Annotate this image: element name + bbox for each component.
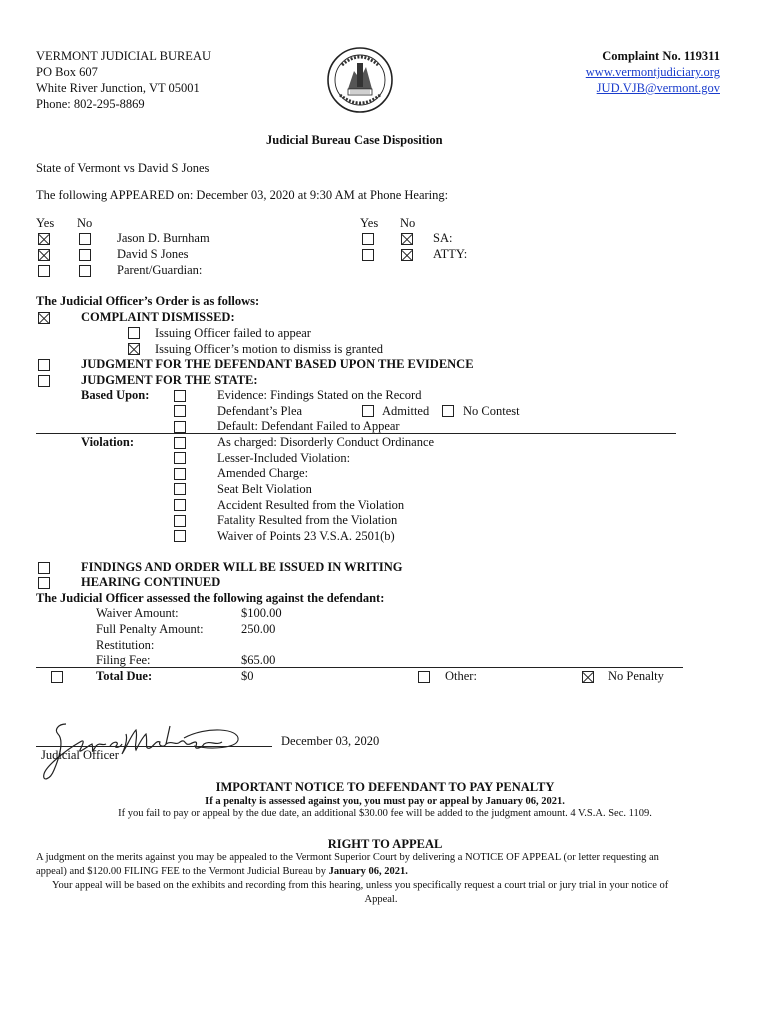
officer-title: Judicial Officer [41,748,119,762]
findings-checkbox[interactable] [38,562,50,574]
complaint-dismissed-checkbox[interactable] [38,312,50,324]
notice-line-1: If a penalty is assessed against you, you must pay or appeal by January 06, 2021. [205,796,565,807]
appearance-yes-checkbox[interactable] [38,233,50,245]
no-header: No [77,216,93,230]
no-contest-label: No Contest [463,404,520,418]
assessed-heading: The Judicial Officer assessed the following against the defendant: [36,591,385,605]
violation-option: Accident Resulted from the Violation [217,498,405,512]
violation-checkbox[interactable] [174,437,186,449]
appearance-name: Parent/Guardian: [117,263,203,277]
full-penalty-label: Full Penalty Amount: [96,622,204,636]
based-upon-label: Based Upon: [81,388,150,402]
case-caption: State of Vermont vs David S Jones [36,161,210,175]
appearance-no-checkbox[interactable] [401,249,413,261]
total-due-value: $0 [241,669,254,683]
no-penalty-label: No Penalty [608,669,664,683]
other-label: Other: [445,669,477,683]
plea-checkbox[interactable] [174,405,186,417]
violation-option: As charged: Disorderly Conduct Ordinance [217,435,435,449]
appeal-text-line: appeal) and $120.00 FILING FEE to the Vermont Judicial Bureau by January 06, 2021. [36,866,408,877]
appeal-text-line: A judgment on the merits against you may be appealed to the Vermont Superior Court by delivering a NOTICE OF APPEAL (or letter requesting an [36,852,659,863]
based-upon-option: Defendant’s Plea [217,404,303,418]
email-link[interactable]: JUD.VJB@vermont.gov [596,81,720,95]
based-upon-option: Evidence: Findings Stated on the Record [217,388,422,402]
violation-checkbox[interactable] [174,499,186,511]
bureau-city: White River Junction, VT 05001 [36,81,200,95]
appeared-line: The following APPEARED on: December 03, 2020 at 9:30 AM at Phone Hearing: [36,188,449,202]
officer-failed-checkbox[interactable] [128,327,140,339]
bureau-pobox: PO Box 607 [36,65,98,79]
violation-checkbox[interactable] [174,483,186,495]
notice-line-2: If you fail to pay or appeal by the due date, an additional $30.00 fee will be added to the judgment amount. 4 V.S.A. Sec. 1109. [118,808,652,819]
findings-label: FINDINGS AND ORDER WILL BE ISSUED IN WRITING [81,560,403,574]
appeal-deadline: January 06, 2021. [328,866,408,877]
judgment-state-checkbox[interactable] [38,375,50,387]
complaint-dismissed-label: COMPLAINT DISMISSED: [81,310,235,324]
divider [36,433,676,434]
complaint-number: Complaint No. 119311 [602,49,720,63]
appearance-name: Jason D. Burnham [117,231,210,245]
violation-checkbox[interactable] [174,530,186,542]
judgment-defendant-checkbox[interactable] [38,359,50,371]
divider [36,667,683,668]
judgment-defendant-label: JUDGMENT FOR THE DEFENDANT BASED UPON THE EVIDENCE [81,357,474,371]
appearance-name: ATTY: [433,247,468,261]
appearance-yes-checkbox[interactable] [38,265,50,277]
no-contest-checkbox[interactable] [442,405,454,417]
appearance-no-checkbox[interactable] [401,233,413,245]
total-due-checkbox[interactable] [51,671,63,683]
admitted-checkbox[interactable] [362,405,374,417]
bureau-phone: Phone: 802-295-8869 [36,97,145,111]
violation-label: Violation: [81,435,135,449]
appearance-no-checkbox[interactable] [79,249,91,261]
admitted-label: Admitted [382,404,430,418]
violation-checkbox[interactable] [174,452,186,464]
appearance-no-checkbox[interactable] [79,233,91,245]
violation-checkbox[interactable] [174,468,186,480]
violation-option: Seat Belt Violation [217,482,312,496]
violation-option: Waiver of Points 23 V.S.A. 2501(b) [217,529,395,543]
appearance-yes-checkbox[interactable] [362,233,374,245]
appeal-text-line: Appeal. [364,894,398,905]
violation-option: Fatality Resulted from the Violation [217,513,398,527]
hearing-continued-label: HEARING CONTINUED [81,575,221,589]
waiver-amount-label: Waiver Amount: [96,606,179,620]
appearance-yes-checkbox[interactable] [362,249,374,261]
motion-granted-checkbox[interactable] [128,343,140,355]
violation-option: Lesser-Included Violation: [217,451,351,465]
notice-title: IMPORTANT NOTICE TO DEFENDANT TO PAY PENALTY [215,780,555,794]
yes-header: Yes [36,216,55,230]
filing-fee-value: $65.00 [241,653,276,667]
motion-granted-label: Issuing Officer’s motion to dismiss is granted [155,342,383,356]
no-header: No [400,216,416,230]
signature-line [36,746,272,747]
default-checkbox[interactable] [174,421,186,433]
officer-failed-label: Issuing Officer failed to appear [155,326,311,340]
no-penalty-checkbox[interactable] [582,671,594,683]
signature-date: December 03, 2020 [281,734,380,748]
based-upon-option: Default: Defendant Failed to Appear [217,419,400,433]
appearance-name: SA: [433,231,453,245]
bureau-name: VERMONT JUDICIAL BUREAU [36,49,211,63]
other-checkbox[interactable] [418,671,430,683]
waiver-amount-value: $100.00 [241,606,282,620]
filing-fee-label: Filing Fee: [96,653,151,667]
hearing-continued-checkbox[interactable] [38,577,50,589]
appeal-title: RIGHT TO APPEAL [327,837,443,851]
yes-header: Yes [360,216,379,230]
violation-option: Amended Charge: [217,466,309,480]
order-heading: The Judicial Officer’s Order is as follows: [36,294,260,308]
appearance-yes-checkbox[interactable] [38,249,50,261]
vermont-court-seal [326,45,394,115]
judgment-state-label: JUDGMENT FOR THE STATE: [81,373,258,387]
appearance-no-checkbox[interactable] [79,265,91,277]
appearance-name: David S Jones [117,247,189,261]
total-due-label: Total Due: [96,669,153,683]
document-title: Judicial Bureau Case Disposition [266,133,443,147]
full-penalty-value: 250.00 [241,622,276,636]
violation-checkbox[interactable] [174,515,186,527]
website-link[interactable]: www.vermontjudiciary.org [585,65,720,79]
restitution-label: Restitution: [96,638,155,652]
appeal-paragraph [36,851,726,907]
appeal-text-line: Your appeal will be based on the exhibits and recording from this hearing, unless you specifically request a court trial or jury trial in your notice of [52,880,669,891]
evidence-checkbox[interactable] [174,390,186,402]
